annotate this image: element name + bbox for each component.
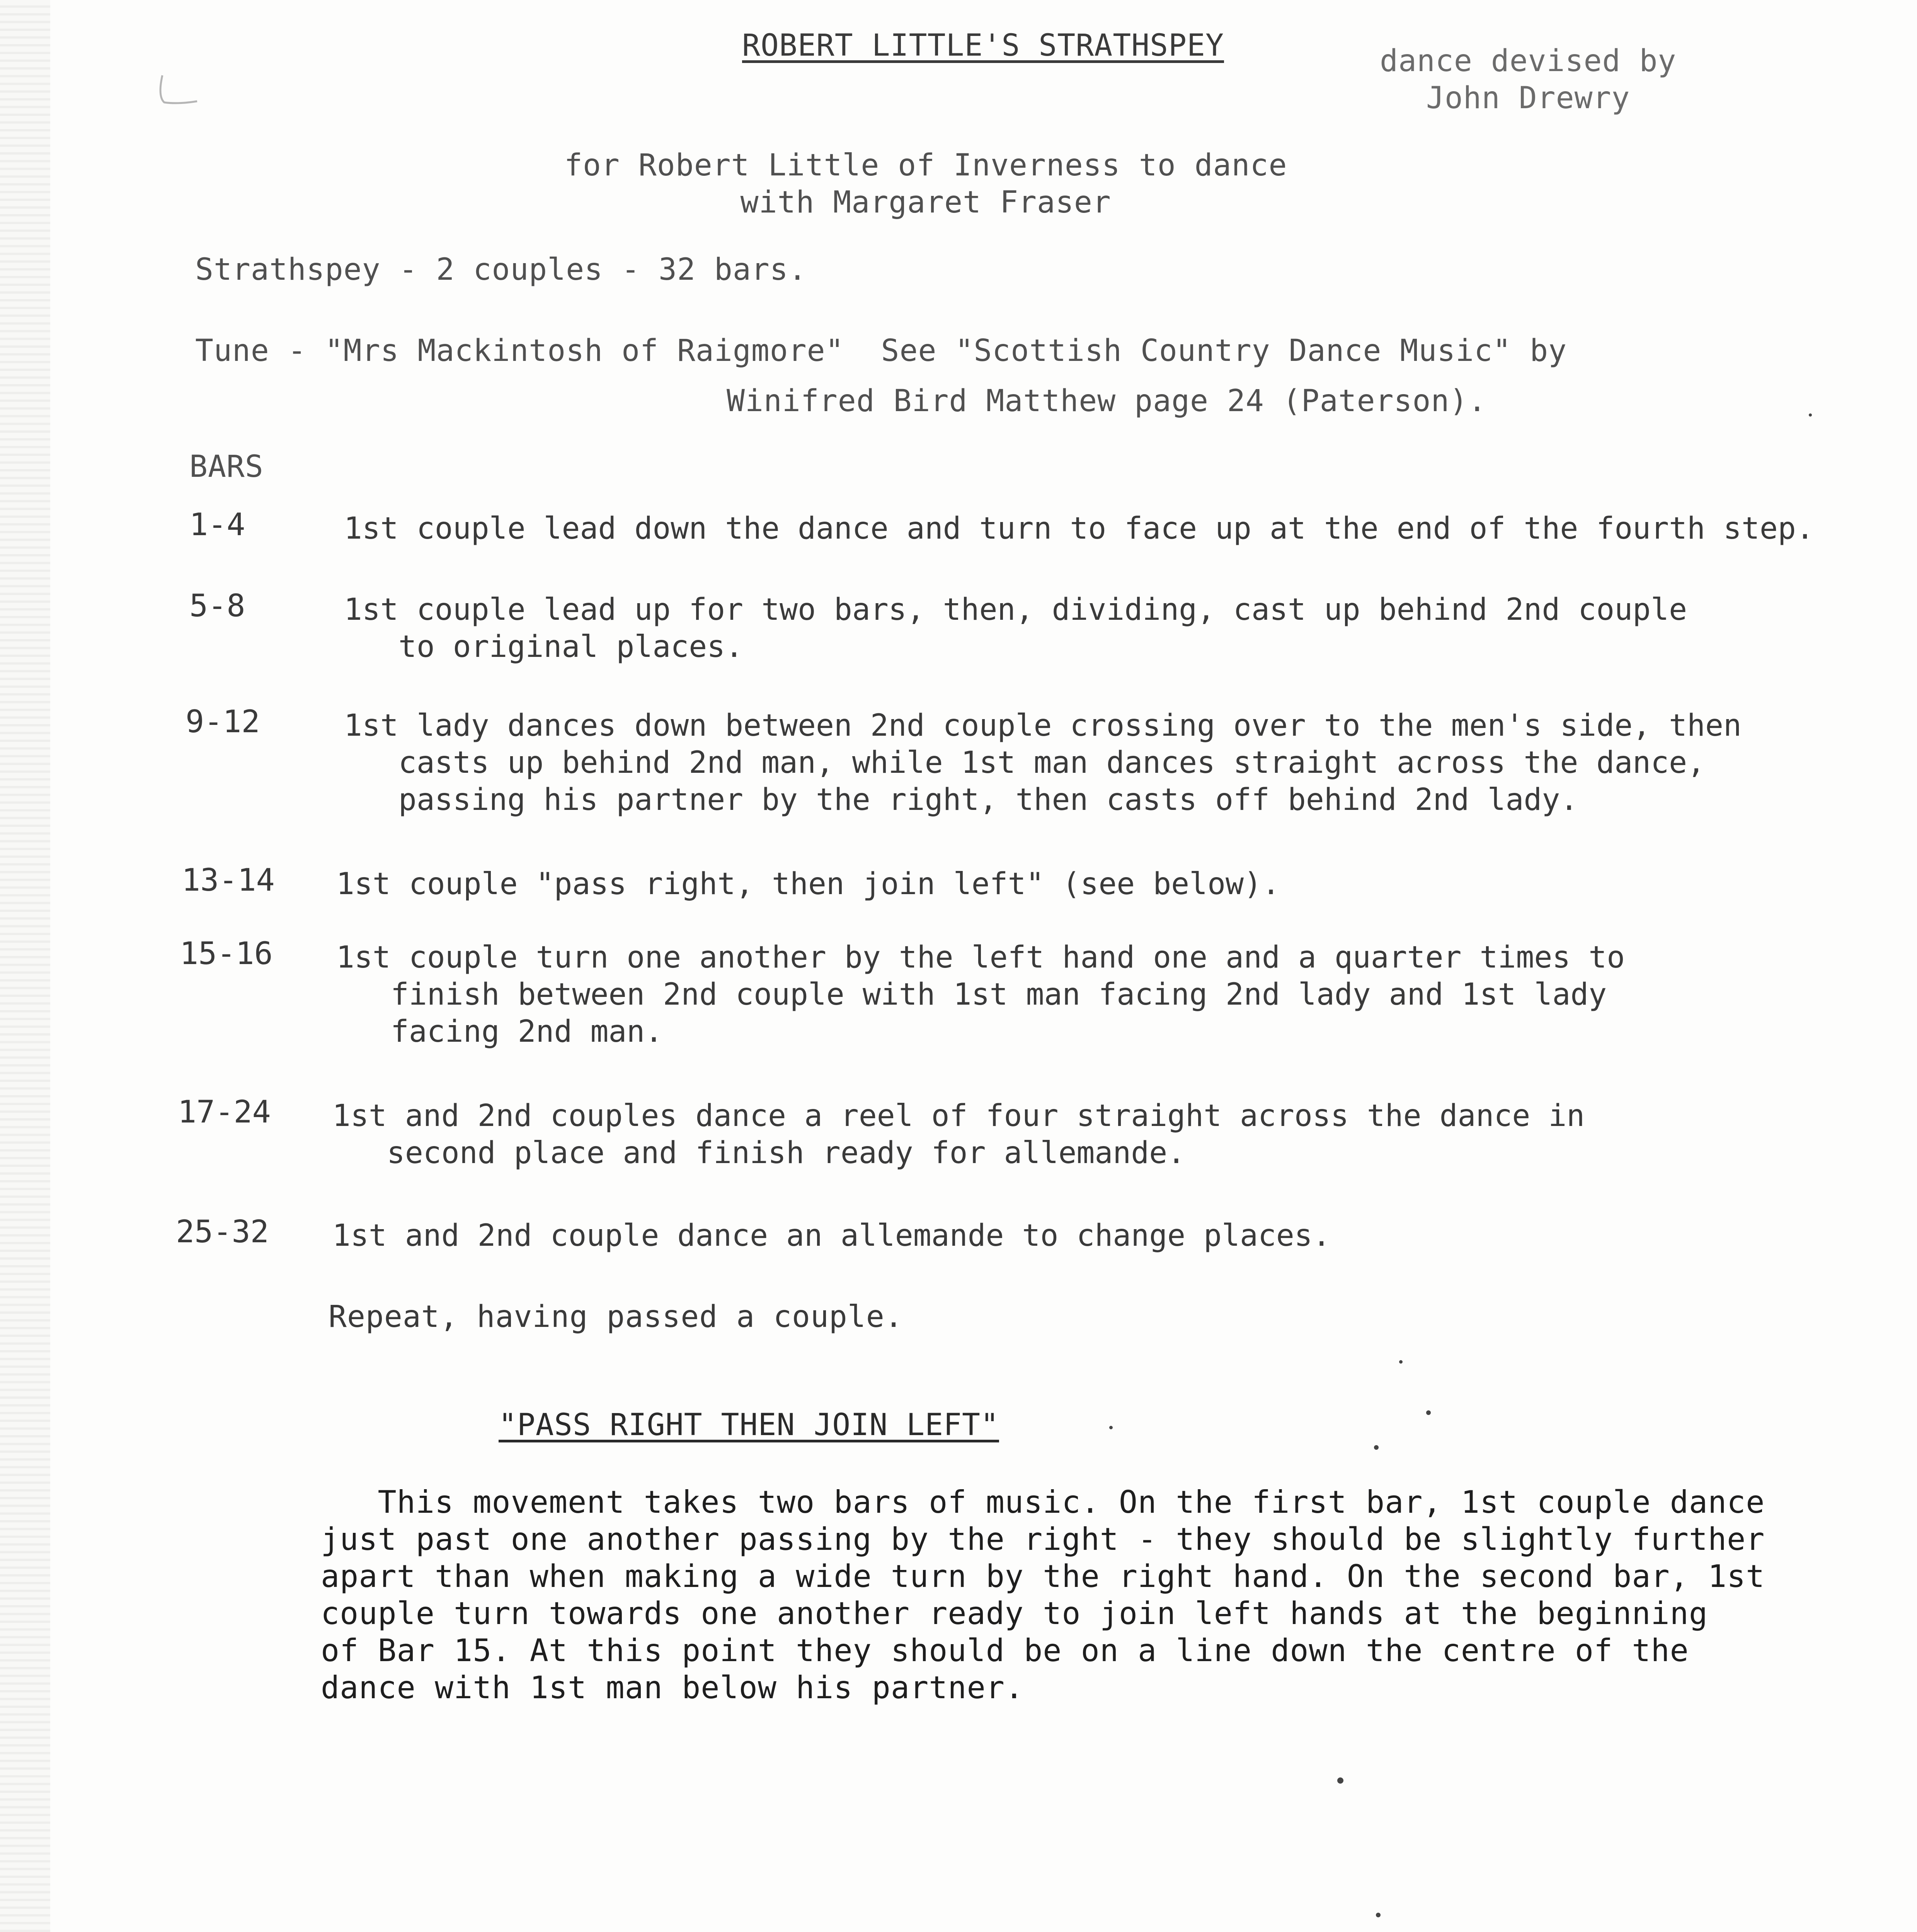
step-description [336,939,1625,1050]
bar-range: 17-24 [178,1094,271,1130]
dedication-line-2: with Margaret Fraser [740,185,1111,220]
pencil-mark-icon [155,73,201,108]
step-line: 1st couple "pass right, then join left" (see below). [336,867,1280,901]
tune-line-2: Winifred Bird Matthew page 24 (Paterson). [727,384,1487,418]
step-line: 1st and 2nd couples dance a reel of four straight across the dance in [332,1099,1585,1133]
bars-heading: BARS [189,449,264,484]
bar-range: 15-16 [180,935,273,971]
note-line: couple turn towards one another ready to join left hands at the beginning [321,1595,1708,1631]
step-line: 1st couple lead up for two bars, then, dividing, cast up behind 2nd couple [344,592,1687,627]
step-line: casts up behind 2nd man, while 1st man dances straight across the dance, [344,745,1705,780]
ink-speck [1337,1777,1343,1784]
bar-range: 9-12 [186,704,260,740]
dance-format: Strathspey - 2 couples - 32 bars. [195,252,807,287]
step-line: 1st couple turn one another by the left hand one and a quarter times to [336,940,1625,975]
note-line: apart than when making a wide turn by the right hand. On the second bar, 1st [321,1558,1765,1594]
step-line: 1st and 2nd couple dance an allemande to change places. [332,1218,1331,1253]
step-line: passing his partner by the right, then casts off behind 2nd lady. [344,782,1578,817]
tune-line-1: Tune - "Mrs Mackintosh of Raigmore" See "Scottish Country Dance Music" by [195,333,1567,368]
step-line: finish between 2nd couple with 1st man facing 2nd lady and 1st lady [336,977,1607,1012]
bar-range: 13-14 [182,862,275,898]
ink-speck [1399,1360,1403,1364]
ink-speck [1376,1913,1381,1917]
credit [1380,43,1676,117]
note-line: just past one another passing by the right - they should be slightly further [321,1521,1765,1557]
note-line: dance with 1st man below his partner. [321,1670,1024,1706]
bar-range: 5-8 [189,588,245,624]
step-description [344,591,1687,665]
step-line: 1st couple lead down the dance and turn to face up at the end of the fourth step. [344,511,1814,546]
dedication-line-1: for Robert Little of Inverness to dance [564,148,1287,183]
step-line: 1st lady dances down between 2nd couple crossing over to the men's side, then [344,708,1742,743]
dedication [564,147,1287,221]
note-line: of Bar 15. At this point they should be on a line down the centre of the [321,1633,1689,1668]
note-heading: "PASS RIGHT THEN JOIN LEFT" [499,1408,999,1442]
credit-line-1: dance devised by [1380,44,1677,78]
bar-range: 1-4 [189,507,245,543]
ink-speck [1426,1410,1431,1415]
step-line: to original places. [344,629,744,664]
step-description [332,1097,1585,1172]
note-paragraph [321,1484,1765,1706]
credit-line-2: John Drewry [1426,81,1630,116]
binding-edge [0,0,50,1932]
step-description [344,707,1742,818]
ink-speck [1374,1445,1379,1450]
step-description [344,510,1814,547]
repeat-instruction: Repeat, having passed a couple. [329,1299,903,1334]
bar-range: 25-32 [176,1214,269,1250]
step-line: facing 2nd man. [336,1014,663,1049]
ink-speck [1809,413,1812,417]
dance-title: ROBERT LITTLE'S STRATHSPEY [742,28,1224,63]
note-line: This movement takes two bars of music. On the first bar, 1st couple dance [321,1484,1765,1520]
step-description [332,1217,1331,1254]
step-description [336,866,1280,903]
step-line: second place and finish ready for allemande. [332,1136,1186,1170]
ink-speck [1109,1426,1113,1429]
